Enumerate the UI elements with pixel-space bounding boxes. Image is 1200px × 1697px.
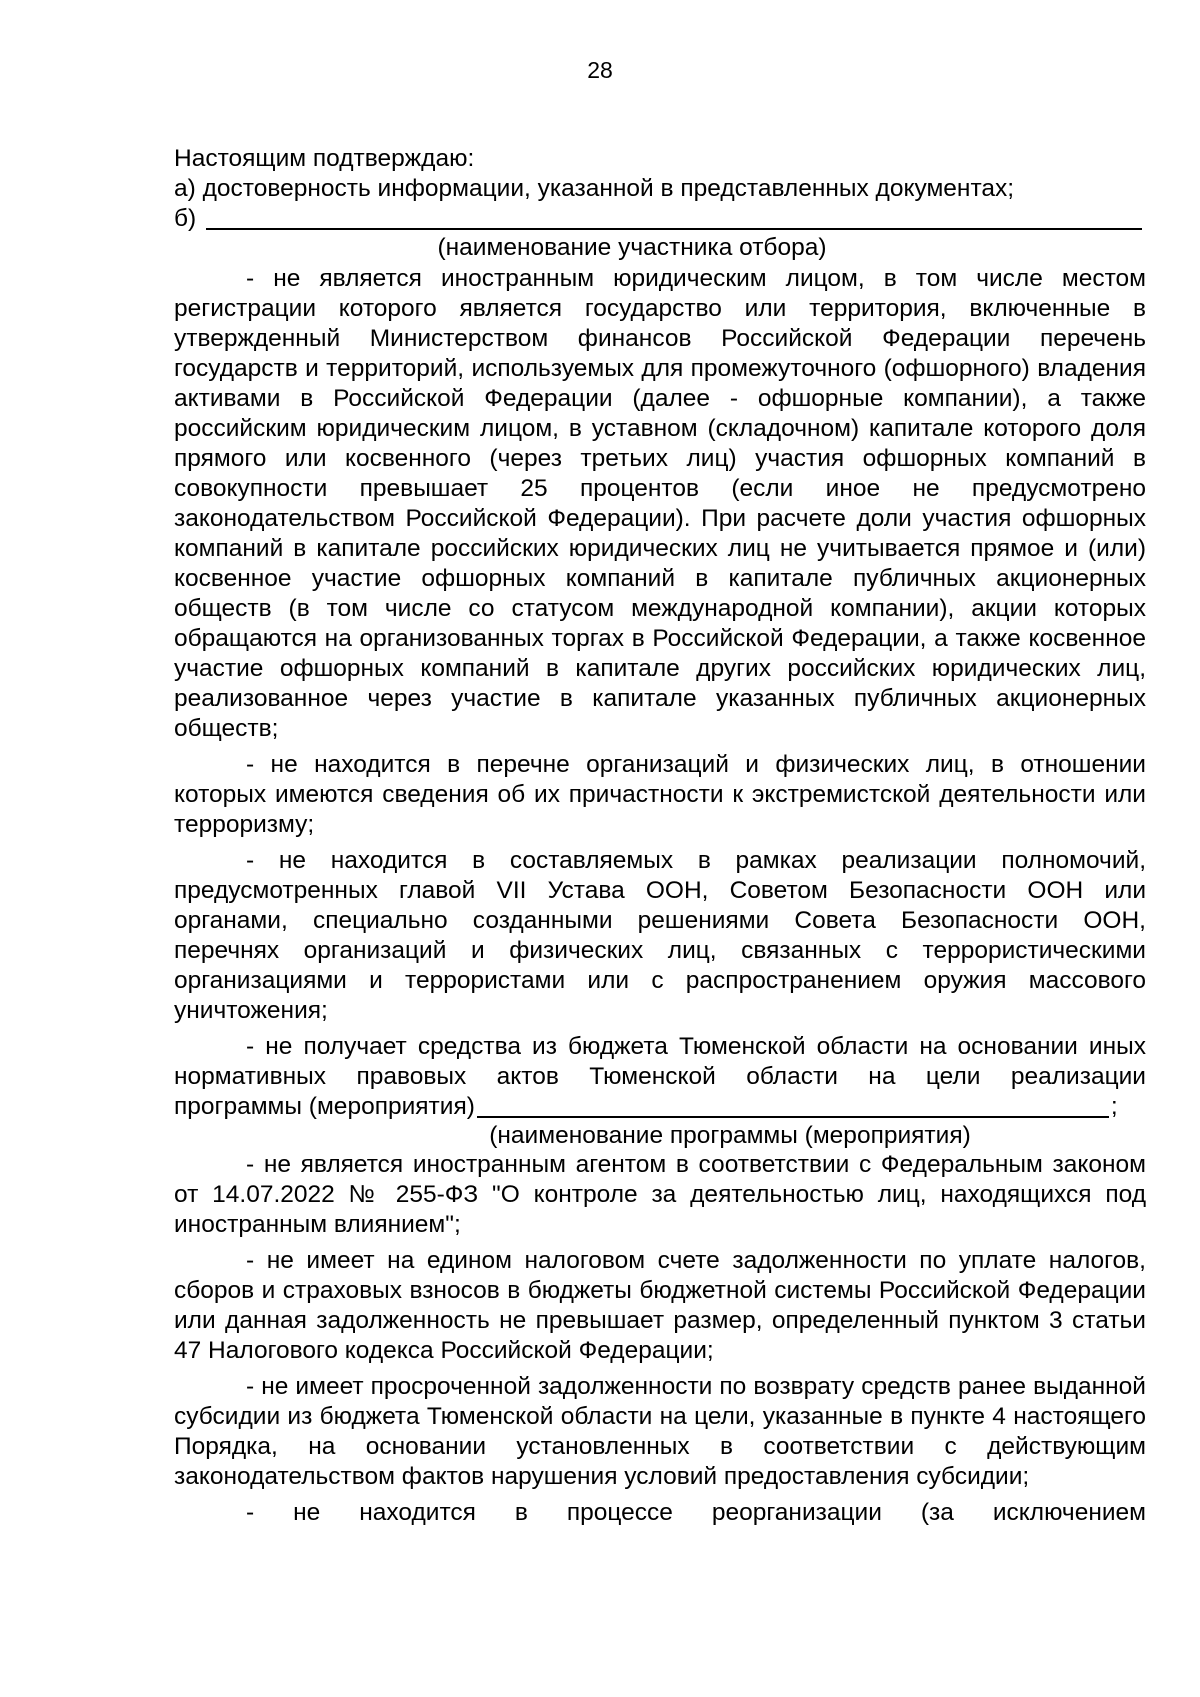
item-b-label: б) xyxy=(174,205,197,232)
paragraph-reorganization: - не находится в процессе реорганизации (за исключением xyxy=(246,1499,1146,1526)
paragraph-tax-debt: - не имеет на едином налоговом счете задолженности по уплате налогов, сборов и страховых взносов в бюджеты бюджетной системы Российской Федерации или данная задолженность не превышает размер, определенный пунктом 3 статьи 47 Налогового кодекса Российской Федерации; xyxy=(174,1247,1146,1364)
document-body xyxy=(174,144,1146,1528)
program-name-blank[interactable] xyxy=(477,1092,1109,1118)
program-name-caption: (наименование программы (мероприятия) xyxy=(489,1122,971,1149)
intro-heading: Настоящим подтверждаю: xyxy=(174,145,475,172)
item-b-row xyxy=(174,204,1146,234)
item-a: а) достоверность информации, указанной в представленных документах; xyxy=(174,175,1015,202)
paragraph-budget-funds: - не получает средства из бюджета Тюменской области на основании иных нормативных правовых актов Тюменской области на цели реализации xyxy=(174,1033,1146,1090)
paragraph-foreign-agent: - не является иностранным агентом в соответствии с Федеральным законом от 14.07.2022 № 255-ФЗ "О контроле за деятельностью лиц, находящихся под иностранным влиянием"; xyxy=(174,1151,1146,1238)
participant-name-caption: (наименование участника отбора) xyxy=(437,234,827,261)
program-label: программы (мероприятия) xyxy=(174,1093,475,1120)
participant-name-blank[interactable] xyxy=(206,204,1142,230)
program-end-mark: ; xyxy=(1110,1093,1118,1120)
page-number: 28 xyxy=(587,57,613,83)
paragraph-extremism: - не находится в перечне организаций и физических лиц, в отношении которых имеются сведения об их причастности к экстремистской деятельности или терроризму; xyxy=(174,751,1146,838)
paragraph-un-sanctions: - не находится в составляемых в рамках реализации полномочий, предусмотренных главой VII Устава ООН, Советом Безопасности ООН или органами, специально созданными решениями Совета Безопасности ООН, перечнях организаций и физических лиц, связанных с террористическими организациями и террористами или с распространением оружия массового уничтожения; xyxy=(174,847,1146,1024)
paragraph-overdue-subsidy: - не имеет просроченной задолженности по возврату средств ранее выданной субсидии из бюджета Тюменской области на цели, указанные в пункте 4 настоящего Порядка, на основании установленных в соответствии с действующим законодательством фактов нарушения условий предоставления субсидии; xyxy=(174,1373,1146,1490)
program-name-row xyxy=(174,1092,1146,1122)
paragraph-offshore: - не является иностранным юридическим лицом, в том числе местом регистрации которого является государство или территория, включенные в утвержденный Министерством финансов Российской Федерации перечень государств и территорий, используемых для промежуточного (офшорного) владения активами в Российской Федерации (далее - офшорные компании), а также российским юридическим лицом, в уставном (складочном) капитале которого доля прямого или косвенного (через третьих лиц) участия офшорных компаний в совокупности превышает 25 процентов (если иное не предусмотрено законодательством Российской Федерации). При расчете доли участия офшорных компаний в капитале российских юридических лиц не учитывается прямое и (или) косвенное участие офшорных компаний в капитале публичных акционерных обществ (в том числе со статусом международной компании), акции которых обращаются на организованных торгах в Российской Федерации, а также косвенное участие офшорных компаний в капитале других российских юридических лиц, реализованное через участие в капитале указанных публичных акционерных обществ; xyxy=(174,265,1146,742)
